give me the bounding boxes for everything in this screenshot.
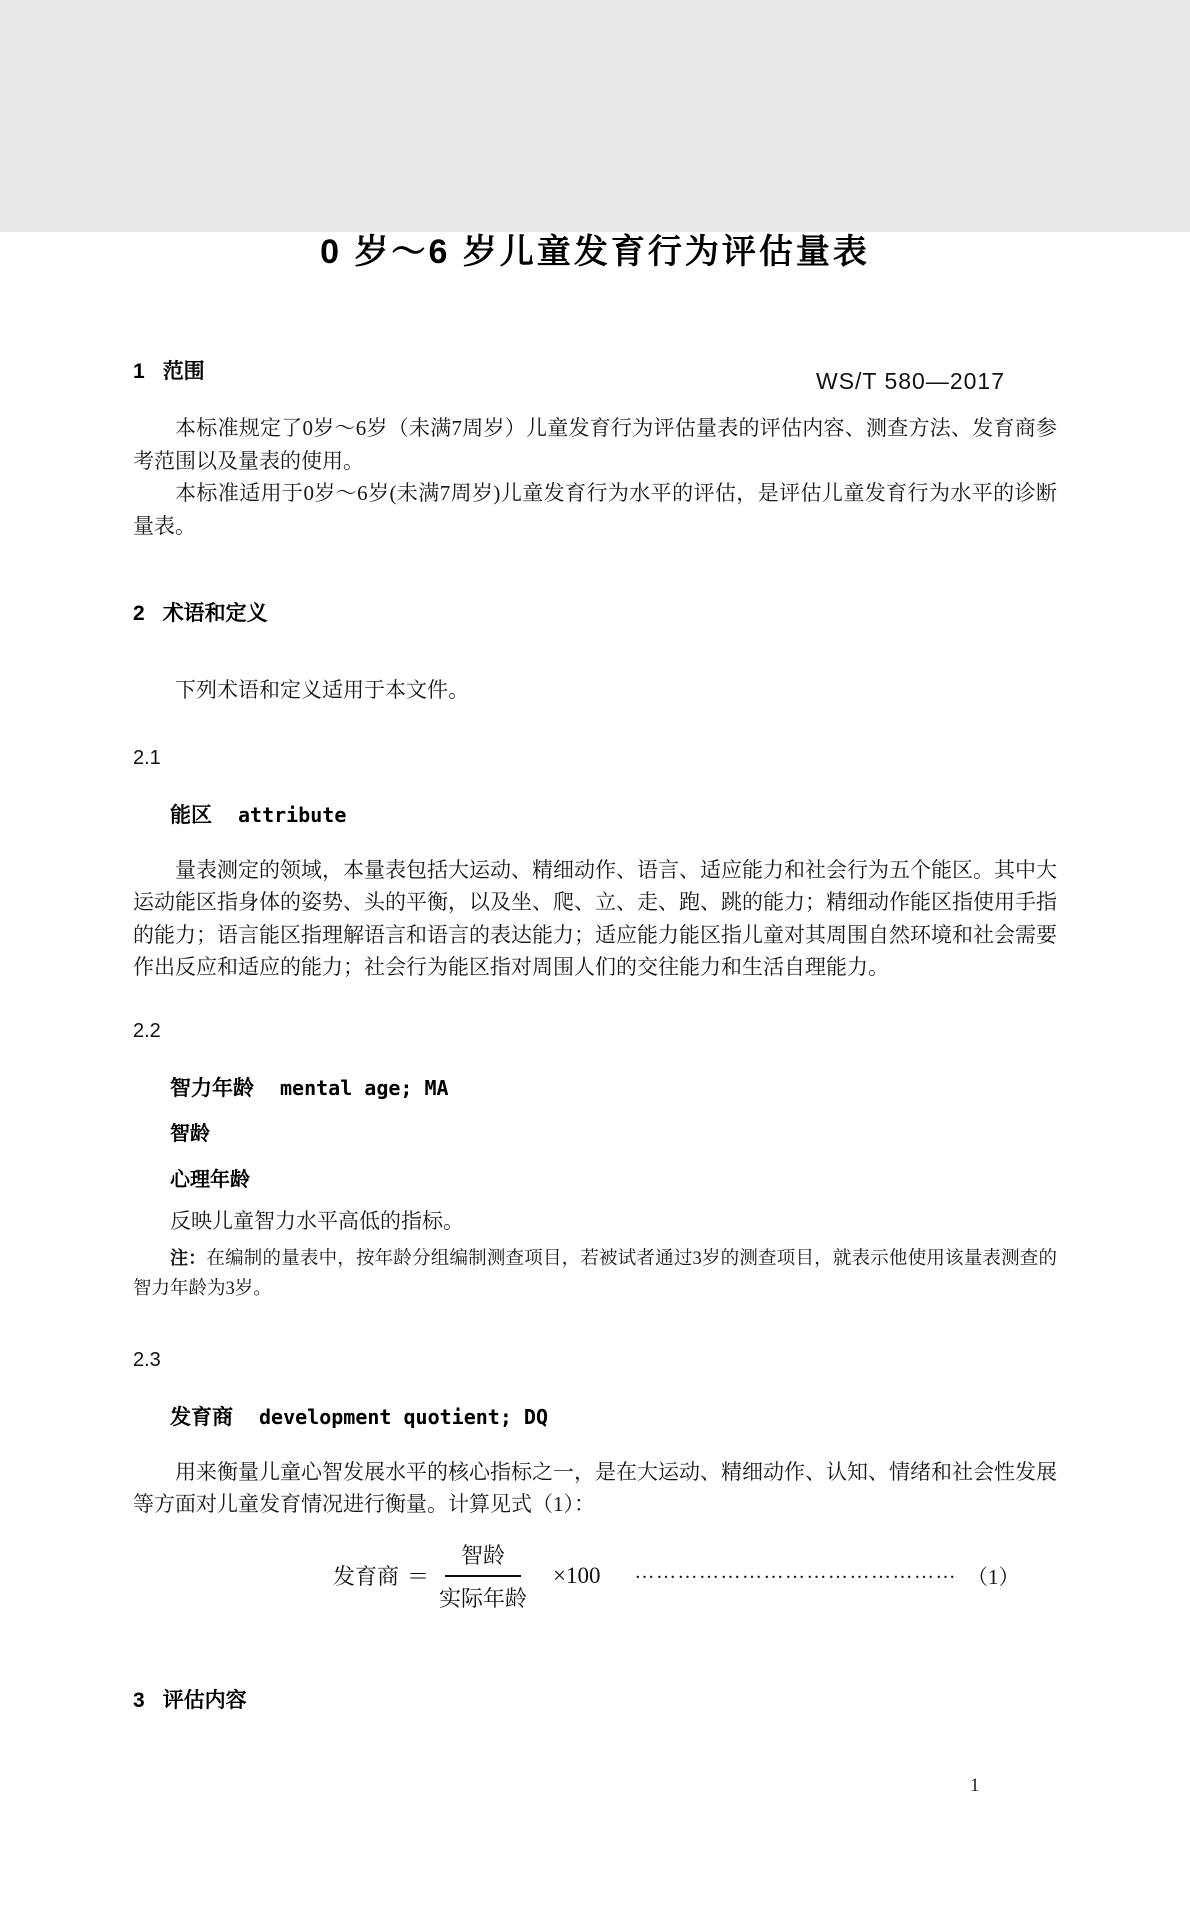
formula-equals-sign: ＝ bbox=[407, 1564, 430, 1589]
section-2-number: 2 bbox=[133, 602, 145, 625]
section-2-intro: 下列术语和定义适用于本文件。 bbox=[175, 678, 469, 702]
page-number: 1 bbox=[970, 1775, 980, 1796]
section-2-label: 术语和定义 bbox=[162, 602, 268, 625]
term-2-3-definition: 用来衡量儿童心智发展水平的核心指标之一，是在大运动、精细动作、认知、情绪和社会性发展等方面对儿童发育情况进行衡量。计算见式（1）： bbox=[133, 1459, 1057, 1516]
term-2-2-synonym-1: 智龄 bbox=[170, 1122, 210, 1145]
section-3-number: 3 bbox=[133, 1688, 145, 1712]
term-2-1-english: attribute bbox=[238, 802, 347, 827]
section-1-number: 1 bbox=[133, 360, 145, 383]
formula-multiplier: ×100 bbox=[553, 1562, 601, 1588]
term-2-2-chinese: 智力年龄 bbox=[170, 1076, 254, 1100]
page-title: 0 岁～6 岁儿童发育行为评估量表 bbox=[320, 233, 870, 271]
formula-numerator: 智龄 bbox=[445, 1539, 521, 1577]
term-2-3-number: 2.3 bbox=[133, 1348, 161, 1371]
document-page bbox=[0, 232, 1190, 1914]
standard-doc-number: WS/T 580—2017 bbox=[815, 368, 1005, 394]
section-2-heading bbox=[133, 600, 1057, 628]
term-2-1-chinese: 能区 bbox=[170, 803, 212, 827]
dq-formula bbox=[333, 1539, 1057, 1613]
term-2-2 bbox=[133, 1074, 1057, 1105]
note-text: 在编制的量表中，按年龄分组编制测查项目，若被试者通过3岁的测查项目，就表示他使用该量表测查的智力年龄为3岁。 bbox=[133, 1248, 1058, 1299]
term-2-2-number: 2.2 bbox=[133, 1019, 161, 1042]
term-2-3-english: development quotient; DQ bbox=[259, 1404, 548, 1429]
section-1-paragraph-2: 本标准适用于0岁～6岁(未满7周岁)儿童发育行为水平的评估，是评估儿童发育行为水平的诊断量表。 bbox=[133, 481, 1057, 538]
formula-equation-number: （1） bbox=[967, 1564, 1020, 1589]
term-2-3-chinese: 发育商 bbox=[170, 1405, 233, 1429]
formula-fraction bbox=[439, 1539, 527, 1613]
note-label: 注： bbox=[170, 1247, 207, 1268]
term-2-2-english: mental age; MA bbox=[280, 1075, 449, 1100]
formula-denominator: 实际年龄 bbox=[439, 1585, 528, 1611]
section-3-label: 评估内容 bbox=[162, 1688, 247, 1712]
term-2-2-note bbox=[133, 1243, 1057, 1305]
section-1-label: 范围 bbox=[162, 360, 205, 383]
term-2-1 bbox=[133, 801, 1057, 832]
section-1-paragraph-1: 本标准规定了0岁～6岁（未满7周岁）儿童发育行为评估量表的评估内容、测查方法、发育商参考范围以及量表的使用。 bbox=[133, 416, 1057, 473]
formula-lhs: 发育商 bbox=[333, 1564, 400, 1589]
term-2-2-synonym-2: 心理年龄 bbox=[170, 1168, 250, 1191]
formula-dot-leader: ……………………………………… bbox=[634, 1561, 958, 1583]
section-3-heading bbox=[133, 1687, 1057, 1715]
term-2-3 bbox=[133, 1403, 1057, 1434]
term-2-1-number: 2.1 bbox=[133, 746, 161, 769]
term-2-2-definition: 反映儿童智力水平高低的指标。 bbox=[170, 1208, 464, 1233]
page-content bbox=[0, 232, 1190, 1715]
term-2-1-definition: 量表测定的领域，本量表包括大运动、精细动作、语言、适应能力和社会行为五个能区。其中大运动能区指身体的姿势、头的平衡，以及坐、爬、立、走、跑、跳的能力；精细动作能区指使用手指的能力；语言能区指理解语言和语言的表达能力；适应能力能区指儿童对其周围自然环境和社会需要作出反应和适应的能力；社会行为能区指对周围人们的交往能力和生活自理能力。 bbox=[133, 857, 1057, 979]
